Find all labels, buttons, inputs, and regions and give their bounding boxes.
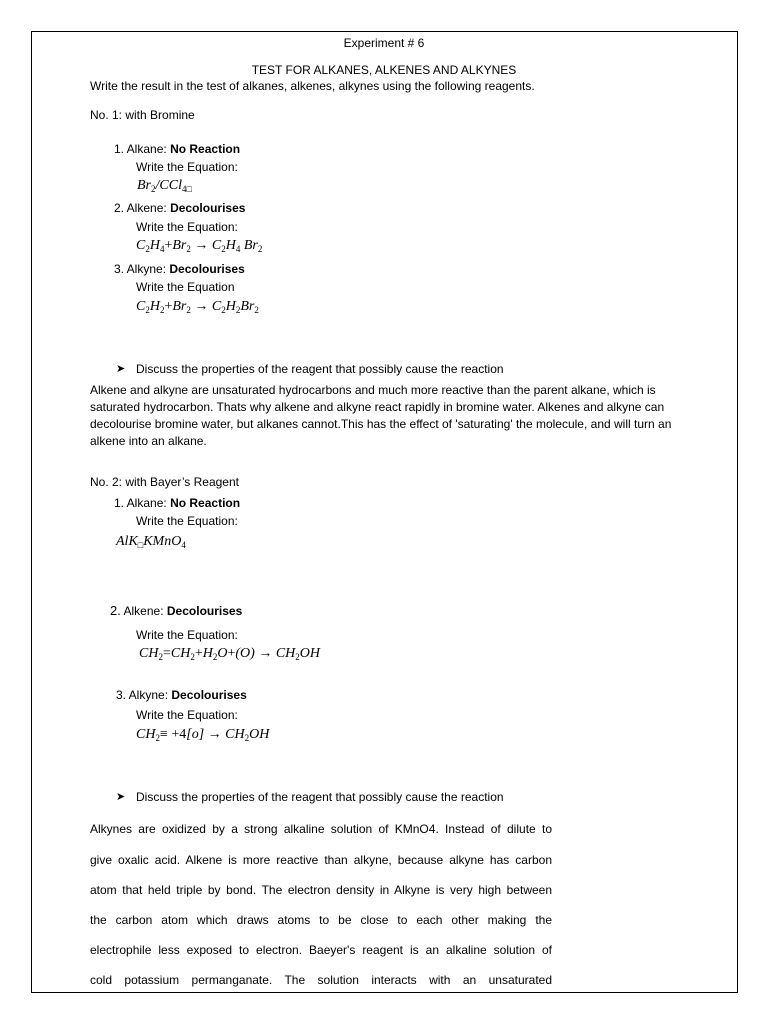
item-alkyne-bayer <box>116 688 247 702</box>
equation-alk-kmno4: AlK$_□$KMnO$_4$ <box>116 534 186 550</box>
equation-br2-ccl4: $Br_2/CCl_{4□}$ <box>137 178 192 194</box>
section-heading-bayer: No. 2: with Bayer’s Reagent <box>90 475 239 489</box>
arrow-bullet-icon: ➤ <box>116 363 126 375</box>
equation-prompt: Write the Equation: <box>136 514 238 528</box>
equation-prompt: Write the Equation <box>136 280 235 294</box>
discussion-paragraph-bromine: Alkene and alkyne are unsaturated hydrocarbons and much more reactive than the parent alkane, which is saturated hydrocarbon. Thats why alkene and alkyne react rapidly in bromine water. Alkenes and alkyne can decolourise bromine water, but alkanes cannot.This has the effect of 'saturating' the molecule, and will turn an alkene into an alkane. <box>90 383 672 448</box>
item-result: Decolourises <box>169 262 245 276</box>
section-heading-bromine: No. 1: with Bromine <box>90 108 195 122</box>
equation-prompt: Write the Equation: <box>136 220 238 234</box>
item-result: Decolourises <box>170 201 246 215</box>
discussion-line: Alkynes are oxidized by a strong alkaline solution of KMnO4. Instead of dilute to <box>90 822 552 836</box>
equation-prompt: Write the Equation: <box>136 628 238 642</box>
instruction-text: Write the result in the test of alkanes, alkenes, alkynes using the following reagents. <box>90 79 535 93</box>
page-title: TEST FOR ALKANES, ALKENES AND ALKYNES <box>251 63 517 77</box>
page-border <box>31 31 738 993</box>
discussion-line: electrophile less exposed to electron. Baeyer's reagent is an alkaline solution of <box>90 943 552 957</box>
equation-alkyne-bromine: $C_2H_2+Br_2 \to C_2H_2Br_2$ <box>136 299 259 315</box>
item-number: 3. Alkyne: <box>116 688 169 702</box>
item-alkyne-bromine <box>114 262 245 276</box>
item-alkene-bayer <box>110 604 242 618</box>
item-alkene-bromine <box>114 201 245 215</box>
item-result: Decolourises <box>171 688 247 702</box>
discussion-line: atom that held triple by bond. The electron density in Alkyne is very high between <box>90 883 552 897</box>
item-number: 2. Alkene: <box>114 201 167 215</box>
item-result: No Reaction <box>170 496 241 510</box>
equation-prompt: Write the Equation: <box>136 160 238 174</box>
item-alkane-bayer <box>114 496 240 510</box>
experiment-number: Experiment # 6 <box>343 36 425 50</box>
item-number: 1. Alkane: <box>114 142 167 156</box>
equation-alkene-bayer: $CH_2=CH_2+H_2O+(O) \to CH_2OH$ <box>139 646 320 662</box>
discussion-line: cold potassium permanganate. The solution interacts with an unsaturated <box>90 973 552 987</box>
item-label: Alkene: <box>123 604 164 618</box>
item-number: 3. Alkyne: <box>114 262 167 276</box>
equation-alkene-bromine: $C_2H_4+Br_2 \to C_2H_4$ $Br_2$ <box>136 238 263 254</box>
discussion-line: the carbon atom which draws atoms to be close to each other making the <box>90 913 552 927</box>
equation-prompt: Write the Equation: <box>136 708 238 722</box>
item-result: Decolourises <box>166 604 243 618</box>
discussion-line: give oxalic acid. Alkene is more reactive than alkyne, because alkyne has carbon <box>90 853 552 867</box>
arrow-bullet-icon: ➤ <box>116 791 126 803</box>
discuss-prompt: Discuss the properties of the reagent that possibly cause the reaction <box>136 362 504 376</box>
item-number: 2. <box>110 603 121 618</box>
equation-alkyne-bayer: $CH_2\equiv +4[o] \to CH_2OH$ <box>136 727 270 743</box>
item-number: 1. Alkane: <box>114 496 167 510</box>
item-result: No Reaction <box>170 142 241 156</box>
discuss-prompt: Discuss the properties of the reagent that possibly cause the reaction <box>136 790 504 804</box>
item-alkane-bromine <box>114 142 240 156</box>
